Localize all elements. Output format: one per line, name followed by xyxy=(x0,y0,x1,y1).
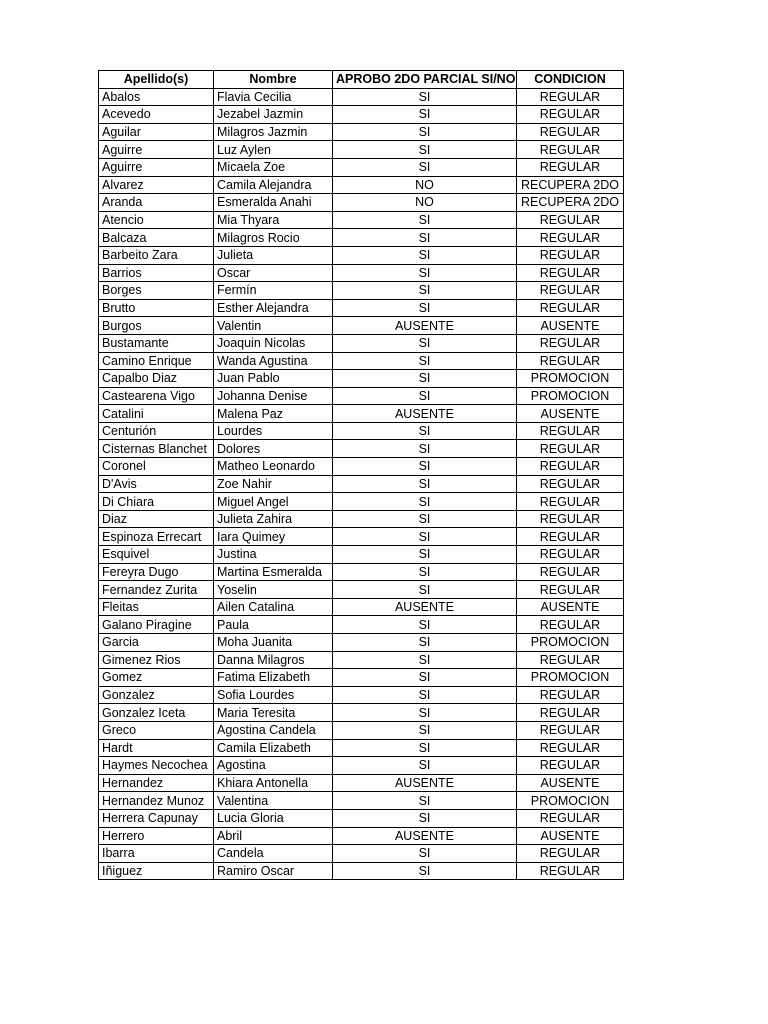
cell-apellido: Galano Piragine xyxy=(99,616,214,634)
cell-apellido: Hernandez Munoz xyxy=(99,792,214,810)
cell-apellido: Gimenez Rios xyxy=(99,651,214,669)
cell-condicion: AUSENTE xyxy=(517,598,624,616)
cell-aprobo: SI xyxy=(333,809,517,827)
cell-nombre: Luz Aylen xyxy=(214,141,333,159)
table-row xyxy=(99,334,624,352)
cell-condicion: REGULAR xyxy=(517,704,624,722)
table-row xyxy=(99,475,624,493)
cell-aprobo: SI xyxy=(333,528,517,546)
cell-nombre: Dolores xyxy=(214,440,333,458)
table-row xyxy=(99,458,624,476)
cell-condicion: REGULAR xyxy=(517,123,624,141)
cell-apellido: Diaz xyxy=(99,510,214,528)
cell-nombre: Camila Alejandra xyxy=(214,176,333,194)
cell-apellido: Fereyra Dugo xyxy=(99,563,214,581)
cell-condicion: REGULAR xyxy=(517,721,624,739)
cell-apellido: Haymes Necochea xyxy=(99,757,214,775)
cell-aprobo: SI xyxy=(333,510,517,528)
cell-nombre: Justina xyxy=(214,546,333,564)
cell-condicion: REGULAR xyxy=(517,440,624,458)
cell-nombre: Yoselin xyxy=(214,581,333,599)
cell-aprobo: SI xyxy=(333,546,517,564)
cell-condicion: REGULAR xyxy=(517,246,624,264)
table-row xyxy=(99,88,624,106)
table-row xyxy=(99,141,624,159)
cell-condicion: REGULAR xyxy=(517,510,624,528)
cell-apellido: Ibarra xyxy=(99,845,214,863)
table-row xyxy=(99,176,624,194)
cell-condicion: PROMOCION xyxy=(517,792,624,810)
cell-nombre: Micaela Zoe xyxy=(214,158,333,176)
cell-aprobo: NO xyxy=(333,176,517,194)
cell-aprobo: AUSENTE xyxy=(333,405,517,423)
cell-nombre: Miguel Angel xyxy=(214,493,333,511)
cell-nombre: Zoe Nahir xyxy=(214,475,333,493)
cell-nombre: Milagros Rocio xyxy=(214,229,333,247)
table-row xyxy=(99,528,624,546)
cell-nombre: Esmeralda Anahi xyxy=(214,194,333,212)
cell-condicion: PROMOCION xyxy=(517,370,624,388)
cell-condicion: REGULAR xyxy=(517,686,624,704)
cell-nombre: Agostina xyxy=(214,757,333,775)
cell-aprobo: SI xyxy=(333,616,517,634)
cell-condicion: REGULAR xyxy=(517,475,624,493)
cell-apellido: Herrera Capunay xyxy=(99,809,214,827)
table-row xyxy=(99,317,624,335)
cell-condicion: REGULAR xyxy=(517,141,624,159)
cell-condicion: REGULAR xyxy=(517,563,624,581)
cell-condicion: AUSENTE xyxy=(517,827,624,845)
cell-condicion: PROMOCION xyxy=(517,669,624,687)
cell-nombre: Fermín xyxy=(214,282,333,300)
cell-aprobo: NO xyxy=(333,194,517,212)
cell-condicion: REGULAR xyxy=(517,282,624,300)
table-row xyxy=(99,282,624,300)
cell-condicion: AUSENTE xyxy=(517,317,624,335)
cell-nombre: Jezabel Jazmin xyxy=(214,106,333,124)
cell-apellido: Aguirre xyxy=(99,158,214,176)
cell-aprobo: SI xyxy=(333,458,517,476)
cell-condicion: REGULAR xyxy=(517,845,624,863)
cell-nombre: Malena Paz xyxy=(214,405,333,423)
table-row xyxy=(99,493,624,511)
cell-aprobo: SI xyxy=(333,106,517,124)
cell-condicion: PROMOCION xyxy=(517,387,624,405)
cell-condicion: REGULAR xyxy=(517,651,624,669)
table-row xyxy=(99,370,624,388)
table-body xyxy=(99,88,624,880)
cell-nombre: Camila Elizabeth xyxy=(214,739,333,757)
cell-nombre: Khiara Antonella xyxy=(214,774,333,792)
cell-aprobo: SI xyxy=(333,211,517,229)
cell-apellido: Iñiguez xyxy=(99,862,214,880)
cell-apellido: Hernandez xyxy=(99,774,214,792)
cell-nombre: Valentina xyxy=(214,792,333,810)
cell-aprobo: SI xyxy=(333,352,517,370)
cell-aprobo: AUSENTE xyxy=(333,317,517,335)
header-condicion: CONDICION xyxy=(517,71,624,89)
table-row xyxy=(99,686,624,704)
cell-apellido: Aguilar xyxy=(99,123,214,141)
header-apellido: Apellido(s) xyxy=(99,71,214,89)
cell-nombre: Ailen Catalina xyxy=(214,598,333,616)
table-row xyxy=(99,845,624,863)
cell-aprobo: SI xyxy=(333,370,517,388)
cell-aprobo: SI xyxy=(333,422,517,440)
cell-condicion: RECUPERA 2DO xyxy=(517,176,624,194)
cell-condicion: REGULAR xyxy=(517,581,624,599)
cell-aprobo: SI xyxy=(333,299,517,317)
cell-condicion: REGULAR xyxy=(517,229,624,247)
cell-condicion: REGULAR xyxy=(517,422,624,440)
cell-apellido: Herrero xyxy=(99,827,214,845)
cell-condicion: REGULAR xyxy=(517,106,624,124)
cell-aprobo: SI xyxy=(333,845,517,863)
cell-apellido: Brutto xyxy=(99,299,214,317)
table-row xyxy=(99,721,624,739)
cell-condicion: REGULAR xyxy=(517,809,624,827)
cell-aprobo: SI xyxy=(333,581,517,599)
table-row xyxy=(99,106,624,124)
cell-nombre: Agostina Candela xyxy=(214,721,333,739)
header-row xyxy=(99,71,624,89)
cell-apellido: Coronel xyxy=(99,458,214,476)
table-row xyxy=(99,792,624,810)
header-aprobo: APROBO 2DO PARCIAL SI/NO xyxy=(333,71,517,89)
cell-aprobo: SI xyxy=(333,282,517,300)
cell-aprobo: AUSENTE xyxy=(333,827,517,845)
cell-condicion: RECUPERA 2DO xyxy=(517,194,624,212)
cell-aprobo: SI xyxy=(333,475,517,493)
cell-apellido: Bustamante xyxy=(99,334,214,352)
cell-aprobo: SI xyxy=(333,721,517,739)
cell-apellido: Centurión xyxy=(99,422,214,440)
cell-apellido: Borges xyxy=(99,282,214,300)
cell-nombre: Esther Alejandra xyxy=(214,299,333,317)
cell-apellido: Camino Enrique xyxy=(99,352,214,370)
cell-nombre: Milagros Jazmin xyxy=(214,123,333,141)
cell-aprobo: SI xyxy=(333,229,517,247)
table-row xyxy=(99,422,624,440)
cell-aprobo: SI xyxy=(333,387,517,405)
table-row xyxy=(99,229,624,247)
cell-nombre: Sofia Lourdes xyxy=(214,686,333,704)
cell-apellido: Hardt xyxy=(99,739,214,757)
cell-apellido: Aguirre xyxy=(99,141,214,159)
table-row xyxy=(99,616,624,634)
cell-aprobo: SI xyxy=(333,334,517,352)
cell-aprobo: SI xyxy=(333,757,517,775)
cell-apellido: Balcaza xyxy=(99,229,214,247)
cell-nombre: Maria Teresita xyxy=(214,704,333,722)
cell-apellido: Atencio xyxy=(99,211,214,229)
cell-condicion: REGULAR xyxy=(517,458,624,476)
cell-condicion: REGULAR xyxy=(517,88,624,106)
cell-nombre: Wanda Agustina xyxy=(214,352,333,370)
table-row xyxy=(99,194,624,212)
table-row xyxy=(99,739,624,757)
table-row xyxy=(99,651,624,669)
cell-condicion: REGULAR xyxy=(517,334,624,352)
cell-apellido: Cisternas Blanchet xyxy=(99,440,214,458)
table-row xyxy=(99,352,624,370)
cell-apellido: Gonzalez xyxy=(99,686,214,704)
cell-aprobo: SI xyxy=(333,158,517,176)
table-row xyxy=(99,246,624,264)
cell-condicion: PROMOCION xyxy=(517,634,624,652)
table-row xyxy=(99,581,624,599)
cell-aprobo: SI xyxy=(333,704,517,722)
student-table xyxy=(98,70,624,880)
cell-aprobo: SI xyxy=(333,862,517,880)
table-row xyxy=(99,440,624,458)
cell-aprobo: SI xyxy=(333,792,517,810)
cell-condicion: AUSENTE xyxy=(517,774,624,792)
cell-nombre: Ramiro Oscar xyxy=(214,862,333,880)
cell-apellido: Esquivel xyxy=(99,546,214,564)
cell-nombre: Abril xyxy=(214,827,333,845)
cell-nombre: Iara Quimey xyxy=(214,528,333,546)
cell-nombre: Moha Juanita xyxy=(214,634,333,652)
table-row xyxy=(99,757,624,775)
table-row xyxy=(99,862,624,880)
cell-condicion: REGULAR xyxy=(517,757,624,775)
cell-condicion: REGULAR xyxy=(517,264,624,282)
cell-aprobo: SI xyxy=(333,493,517,511)
cell-apellido: Di Chiara xyxy=(99,493,214,511)
cell-apellido: Capalbo Diaz xyxy=(99,370,214,388)
table-row xyxy=(99,563,624,581)
cell-apellido: Gonzalez Iceta xyxy=(99,704,214,722)
cell-aprobo: SI xyxy=(333,141,517,159)
cell-nombre: Johanna Denise xyxy=(214,387,333,405)
cell-condicion: REGULAR xyxy=(517,739,624,757)
cell-aprobo: SI xyxy=(333,686,517,704)
cell-aprobo: SI xyxy=(333,563,517,581)
cell-apellido: Barrios xyxy=(99,264,214,282)
cell-apellido: Castearena Vigo xyxy=(99,387,214,405)
table-row xyxy=(99,510,624,528)
cell-apellido: Acevedo xyxy=(99,106,214,124)
cell-nombre: Oscar xyxy=(214,264,333,282)
cell-nombre: Paula xyxy=(214,616,333,634)
table-row xyxy=(99,598,624,616)
cell-aprobo: SI xyxy=(333,739,517,757)
table-row xyxy=(99,634,624,652)
cell-condicion: REGULAR xyxy=(517,528,624,546)
table-row xyxy=(99,158,624,176)
table-row xyxy=(99,123,624,141)
table-row xyxy=(99,387,624,405)
cell-condicion: REGULAR xyxy=(517,493,624,511)
cell-apellido: Abalos xyxy=(99,88,214,106)
cell-aprobo: SI xyxy=(333,634,517,652)
cell-aprobo: SI xyxy=(333,88,517,106)
cell-apellido: Gomez xyxy=(99,669,214,687)
header-nombre: Nombre xyxy=(214,71,333,89)
cell-nombre: Juan Pablo xyxy=(214,370,333,388)
table-row xyxy=(99,405,624,423)
table-row xyxy=(99,669,624,687)
cell-nombre: Danna Milagros xyxy=(214,651,333,669)
cell-apellido: Garcia xyxy=(99,634,214,652)
cell-condicion: AUSENTE xyxy=(517,405,624,423)
cell-aprobo: SI xyxy=(333,651,517,669)
cell-aprobo: SI xyxy=(333,123,517,141)
cell-apellido: Alvarez xyxy=(99,176,214,194)
cell-apellido: D'Avis xyxy=(99,475,214,493)
cell-aprobo: SI xyxy=(333,264,517,282)
table-row xyxy=(99,827,624,845)
cell-nombre: Mia Thyara xyxy=(214,211,333,229)
cell-nombre: Martina Esmeralda xyxy=(214,563,333,581)
cell-apellido: Catalini xyxy=(99,405,214,423)
cell-condicion: REGULAR xyxy=(517,352,624,370)
cell-condicion: REGULAR xyxy=(517,299,624,317)
cell-nombre: Valentin xyxy=(214,317,333,335)
cell-nombre: Fatima Elizabeth xyxy=(214,669,333,687)
cell-aprobo: SI xyxy=(333,246,517,264)
cell-apellido: Burgos xyxy=(99,317,214,335)
cell-nombre: Matheo Leonardo xyxy=(214,458,333,476)
table-row xyxy=(99,809,624,827)
cell-aprobo: SI xyxy=(333,440,517,458)
cell-nombre: Flavia Cecilia xyxy=(214,88,333,106)
cell-apellido: Aranda xyxy=(99,194,214,212)
cell-condicion: REGULAR xyxy=(517,546,624,564)
table-row xyxy=(99,774,624,792)
table-row xyxy=(99,264,624,282)
cell-condicion: REGULAR xyxy=(517,211,624,229)
cell-apellido: Espinoza Errecart xyxy=(99,528,214,546)
table-row xyxy=(99,299,624,317)
cell-nombre: Julieta Zahira xyxy=(214,510,333,528)
cell-apellido: Barbeito Zara xyxy=(99,246,214,264)
table-row xyxy=(99,546,624,564)
cell-aprobo: SI xyxy=(333,669,517,687)
cell-aprobo: AUSENTE xyxy=(333,774,517,792)
cell-condicion: REGULAR xyxy=(517,158,624,176)
cell-apellido: Fleitas xyxy=(99,598,214,616)
cell-apellido: Greco xyxy=(99,721,214,739)
cell-nombre: Candela xyxy=(214,845,333,863)
cell-nombre: Joaquin Nicolas xyxy=(214,334,333,352)
cell-nombre: Julieta xyxy=(214,246,333,264)
cell-nombre: Lucia Gloria xyxy=(214,809,333,827)
cell-apellido: Fernandez Zurita xyxy=(99,581,214,599)
cell-aprobo: AUSENTE xyxy=(333,598,517,616)
cell-condicion: REGULAR xyxy=(517,616,624,634)
cell-nombre: Lourdes xyxy=(214,422,333,440)
table-row xyxy=(99,704,624,722)
table-row xyxy=(99,211,624,229)
cell-condicion: REGULAR xyxy=(517,862,624,880)
